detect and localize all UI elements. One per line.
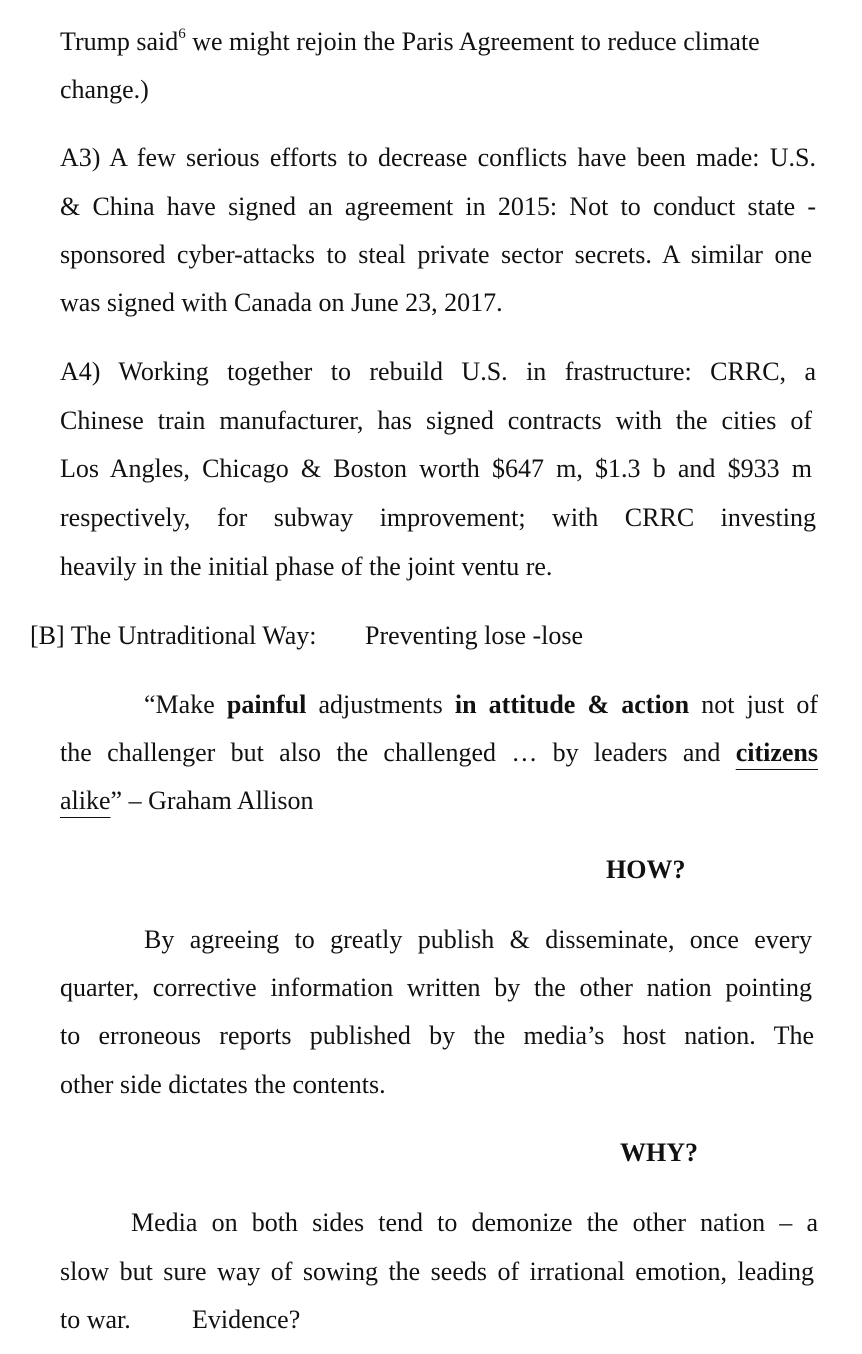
how-heading: HOW? [606,855,686,884]
quote-open-text: “Make [144,690,227,719]
paragraph-a3-line-2: & China have signed an agreement in 2015: Not to conduct state - [60,192,816,221]
paragraph-a4-line-4: respectively, for subway improvement; with CRRC investing [60,503,816,532]
quote-end-text: not just of [689,690,818,719]
footnote-marker[interactable]: 6 [178,26,186,42]
quote-line-1 [144,690,818,720]
paragraph-a2-line-2: change.) [60,75,149,104]
paragraph-a3-line-4: was signed with Canada on June 23, 2017. [60,288,503,317]
quote-attribution: ” – Graham Allison [110,786,314,815]
quote-bold-painful: painful [226,690,307,719]
a2-text-part2: we might rejoin the Paris Agreement to reduce climate [185,27,760,56]
why-line-1: Media on both sides tend to demonize the other nation – a [131,1208,818,1237]
how-line-3: to erroneous reports published by the media’s host nation. The [60,1021,814,1050]
quote-line-3 [60,786,313,816]
paragraph-a4-line-3: Los Angles, Chicago & Boston worth $647 m, $1.3 b and $933 m [60,454,812,483]
quote-line2-text: the challenger but also the challenged … by leaders and [60,738,736,767]
how-line-1: By agreeing to greatly publish & disseminate, once every [144,925,812,954]
section-b-heading [30,621,317,651]
how-line-4: other side dictates the contents. [60,1070,386,1099]
a2-text-part1: Trump said [60,27,179,56]
paragraph-a4-line-1: A4) Working together to rebuild U.S. in frastructure: CRRC, a [60,357,816,386]
why-heading: WHY? [620,1138,698,1167]
paragraph-a3-line-1: A3) A few serious efforts to decrease conflicts have been made: U.S. [60,143,816,172]
paragraph-a4-line-5: heavily in the initial phase of the joint ventu re. [60,552,553,581]
why-line-3 [60,1305,131,1335]
paragraph-a2-line-1 [60,27,760,57]
why-line-2: slow but sure way of sowing the seeds of irrational emotion, leading [60,1257,814,1286]
why-last-text: to war. [60,1305,131,1334]
quote-bold-citizens: citizens [735,738,818,767]
section-b-label: [B] The Untraditional Way: [30,621,317,650]
how-line-2: quarter, corrective information written by the other nation pointing [60,973,812,1002]
paragraph-a3-line-3: sponsored cyber-attacks to steal private sector secrets. A similar one [60,240,812,269]
paragraph-a4-line-2: Chinese train manufacturer, has signed contracts with the cities of [60,406,812,435]
section-b-subtitle: Preventing lose -lose [365,621,584,650]
quote-bold-attitude-action: in attitude & action [454,690,690,719]
quote-underlined-alike: alike [60,786,111,815]
quote-line-2 [60,738,818,768]
why-evidence-question: Evidence? [192,1305,301,1334]
quote-mid-text: adjustments [306,690,455,719]
